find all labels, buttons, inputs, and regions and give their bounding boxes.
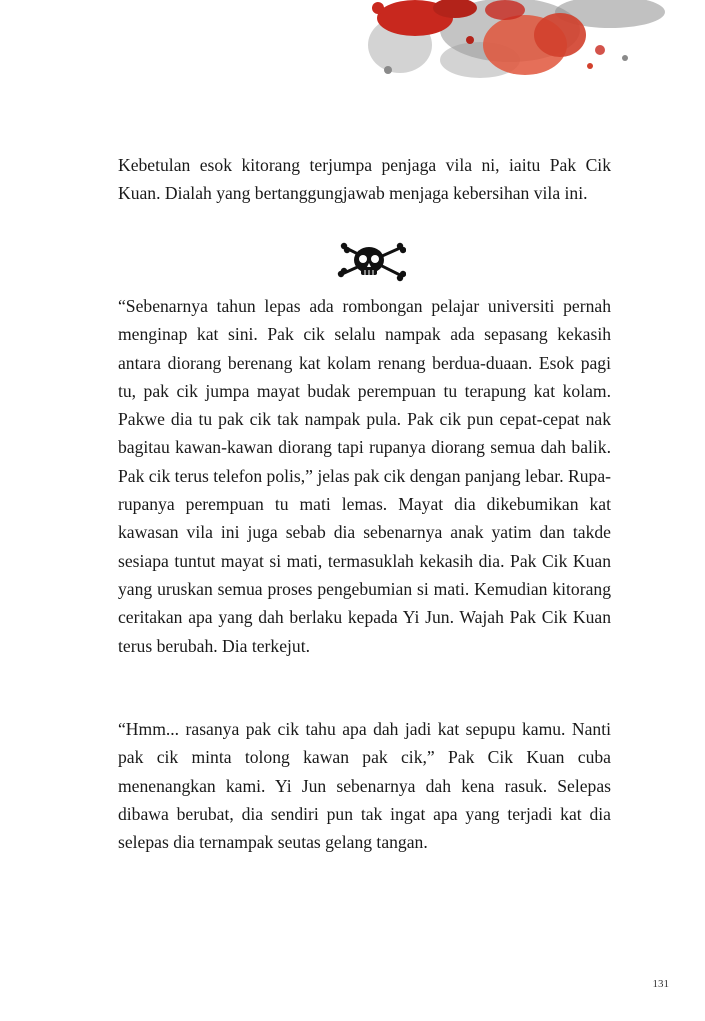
paragraph-3 bbox=[118, 715, 611, 856]
ink-splatter-decoration bbox=[360, 0, 680, 85]
paragraph-text: “Hmm... rasanya pak cik tahu apa dah jadi kat sepupu kamu. Nanti pak cik minta tolong kawan pak cik,” Pak Cik Kuan cuba menenangkan kami. Yi Jun sebenarnya dah kena rasuk. Selepas dibawa berubat, dia sendiri pun tak ingat apa yang terjadi kat dia selepas dia ternampak seutas gelang tangan. bbox=[118, 719, 611, 853]
paragraph-text: Kebetulan esok kitorang terjumpa penjaga vila ni, iaitu Pak Cik Kuan. Dialah yang bertanggungjawab menjaga kebersihan vila ini. bbox=[118, 155, 611, 204]
paragraph-1 bbox=[118, 151, 611, 208]
paragraph-text: “Sebenarnya tahun lepas ada rombongan pelajar universiti pernah menginap kat sini. Pak cik selalu nampak ada sepasang kekasih antara diorang berenang kat kolam renang berdua-duaan. Esok pagi tu, pak cik jumpa mayat budak perempuan tu terapung kat kolam. Pakwe dia tu pak cik tak nampak pula. Pak cik pun cepat-cepat nak bagitau kawan-kawan diorang tapi rupanya diorang semua dah balik. Pak cik terus telefon polis,” jelas pak cik dengan panjang lebar. Rupa-rupanya perempuan tu mati lemas. Mayat dia dikebumikan kat kawasan vila ini juga sebab dia sebenarnya anak yatim dan takde sesiapa tuntut mayat si mati, termasuklah kekasih dia. Pak Cik Kuan yang uruskan semua proses pengebumian si mati. Kemudian kitorang ceritakan apa yang dah berlaku kepada Yi Jun. Wajah Pak Cik Kuan terus berubah. Dia terkejut. bbox=[118, 296, 611, 656]
skull-crossbones-icon bbox=[336, 240, 406, 282]
page-number: 131 bbox=[652, 978, 669, 990]
paragraph-2 bbox=[118, 292, 611, 660]
